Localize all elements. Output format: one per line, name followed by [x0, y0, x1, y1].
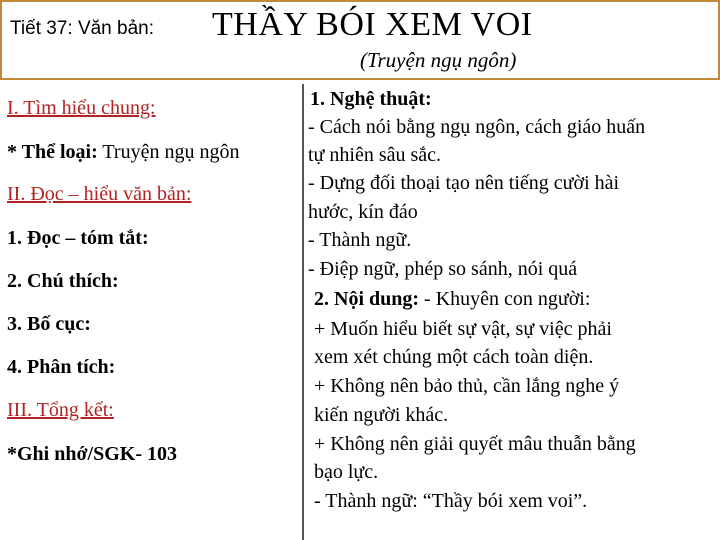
item-read-summary: 1. Đọc – tóm tắt: [7, 227, 149, 249]
art-line-6: - Điệp ngữ, phép so sánh, nói quá [308, 258, 578, 280]
genre-subtitle: (Truyện ngụ ngôn) [360, 48, 517, 72]
art-line-4: hước, kín đáo [308, 201, 418, 223]
section-2-heading: II. Đọc – hiểu văn bản: [7, 183, 192, 205]
item-remember: *Ghi nhớ/SGK- 103 [7, 443, 178, 465]
content-intro: - Khuyên con người: [419, 288, 591, 310]
art-line-1: - Cách nói bằng ngụ ngôn, cách giáo huấn [308, 116, 646, 138]
content-heading: 2. Nội dung: [314, 288, 420, 310]
content-line-3: + Không nên bảo thủ, cần lắng nghe ý [314, 375, 620, 397]
genre-line [7, 141, 239, 164]
art-line-3: - Dựng đối thoại tạo nên tiếng cười hài [308, 172, 620, 194]
column-divider [302, 84, 304, 540]
content-line-5: + Không nên giải quyết mâu thuẫn bằng [314, 433, 636, 455]
art-line-5: - Thành ngữ. [308, 229, 412, 251]
content-line-1: + Muốn hiểu biết sự vật, sự việc phải [314, 318, 612, 340]
content-line [314, 288, 590, 311]
genre-label: * Thể loại: [7, 141, 98, 163]
content-line-2: xem xét chúng một cách toàn diện. [314, 346, 594, 368]
content-line-7: - Thành ngữ: “Thầy bói xem voi”. [314, 490, 588, 512]
art-heading: 1. Nghệ thuật: [310, 88, 432, 110]
item-layout: 3. Bố cục: [7, 313, 91, 335]
section-1-heading: I. Tìm hiểu chung: [7, 97, 156, 119]
content-line-6: bạo lực. [314, 461, 379, 483]
title-box [0, 0, 720, 80]
item-analysis: 4. Phân tích: [7, 356, 116, 378]
content-line-4: kiến người khác. [314, 404, 449, 426]
page-title: THẦY BÓI XEM VOI [212, 6, 533, 43]
item-notes: 2. Chú thích: [7, 270, 119, 292]
genre-value: Truyện ngụ ngôn [97, 141, 240, 163]
section-3-heading: III. Tổng kết: [7, 399, 114, 421]
art-line-2: tự nhiên sâu sắc. [308, 144, 442, 166]
lesson-label: Tiết 37: Văn bản: [10, 18, 155, 39]
